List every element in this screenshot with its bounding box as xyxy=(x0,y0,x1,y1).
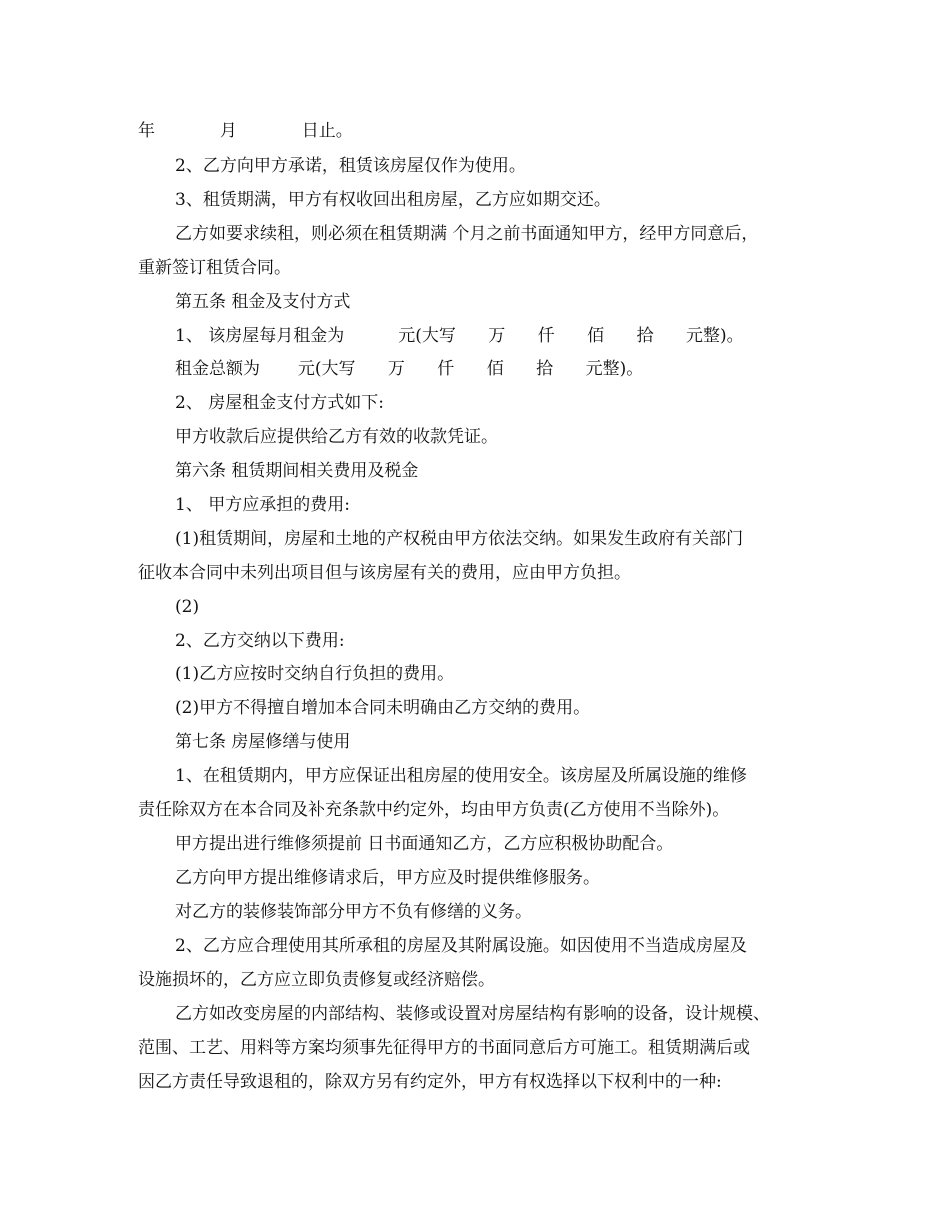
text-line: 2、 房屋租金支付方式如下: xyxy=(175,393,384,413)
text-line: (1)租赁期间，房屋和土地的产权税由甲方依法交纳。如果发生政府有关部门 xyxy=(175,529,744,549)
text-line: 租金总额为 元(大写 万 仟 佰 拾 元整)。 xyxy=(175,359,644,379)
text-line: 范围、工艺、用料等方案均须事先征得甲方的书面同意后方可施工。租赁期满后或 xyxy=(138,1038,750,1058)
text-line: 重新签订租赁合同。 xyxy=(138,258,291,278)
text-line: 甲方提出进行维修须提前 日书面通知乙方，乙方应积极协助配合。 xyxy=(175,834,674,854)
text-line: 因乙方责任导致退租的，除双方另有约定外，甲方有权选择以下权利中的一种: xyxy=(138,1072,722,1092)
text-line: (1)乙方应按时交纳自行负担的费用。 xyxy=(175,664,455,684)
text-line: 3、租赁期满，甲方有权收回出租房屋，乙方应如期交还。 xyxy=(175,190,611,210)
text-line: 征收本合同中未列出项目但与该房屋有关的费用，应由甲方负担。 xyxy=(138,563,631,583)
text-line: 乙方如要求续租，则必须在租赁期满 个月之前书面通知甲方，经甲方同意后， xyxy=(175,224,759,244)
text-line: 对乙方的装修装饰部分甲方不负有修缮的义务。 xyxy=(175,902,532,922)
text-line: 乙方如改变房屋的内部结构、装修或设置对房屋结构有影响的设备，设计规模、 xyxy=(175,1004,770,1024)
text-line: 2、乙方应合理使用其所承租的房屋及其附属设施。如因使用不当造成房屋及 xyxy=(175,936,747,956)
text-line: 1、在租赁期内，甲方应保证出租房屋的使用安全。该房屋及所属设施的维修 xyxy=(175,766,747,786)
text-line: 1、 甲方应承担的费用: xyxy=(175,495,350,515)
text-line: 责任除双方在本合同及补充条款中约定外，均由甲方负责(乙方使用不当除外)。 xyxy=(138,800,730,820)
text-line: 年 月 日止。 xyxy=(138,121,353,141)
text-line: 乙方向甲方提出维修请求后，甲方应及时提供维修服务。 xyxy=(175,868,600,888)
text-line: (2)甲方不得擅自增加本合同未明确由乙方交纳的费用。 xyxy=(175,698,591,718)
section-heading: 第五条 租金及支付方式 xyxy=(175,292,351,312)
text-line: (2) xyxy=(175,597,200,617)
text-line: 2、乙方向甲方承诺，租赁该房屋仅作为使用。 xyxy=(175,156,526,176)
text-line: 甲方收款后应提供给乙方有效的收款凭证。 xyxy=(175,427,498,447)
section-heading: 第六条 租赁期间相关费用及税金 xyxy=(175,461,419,481)
text-line: 1、 该房屋每月租金为 元(大写 万 仟 佰 拾 元整)。 xyxy=(175,326,744,346)
text-line: 设施损坏的，乙方应立即负责修复或经济赔偿。 xyxy=(138,970,495,990)
section-heading: 第七条 房屋修缮与使用 xyxy=(175,732,351,752)
text-line: 2、乙方交纳以下费用: xyxy=(175,631,345,651)
